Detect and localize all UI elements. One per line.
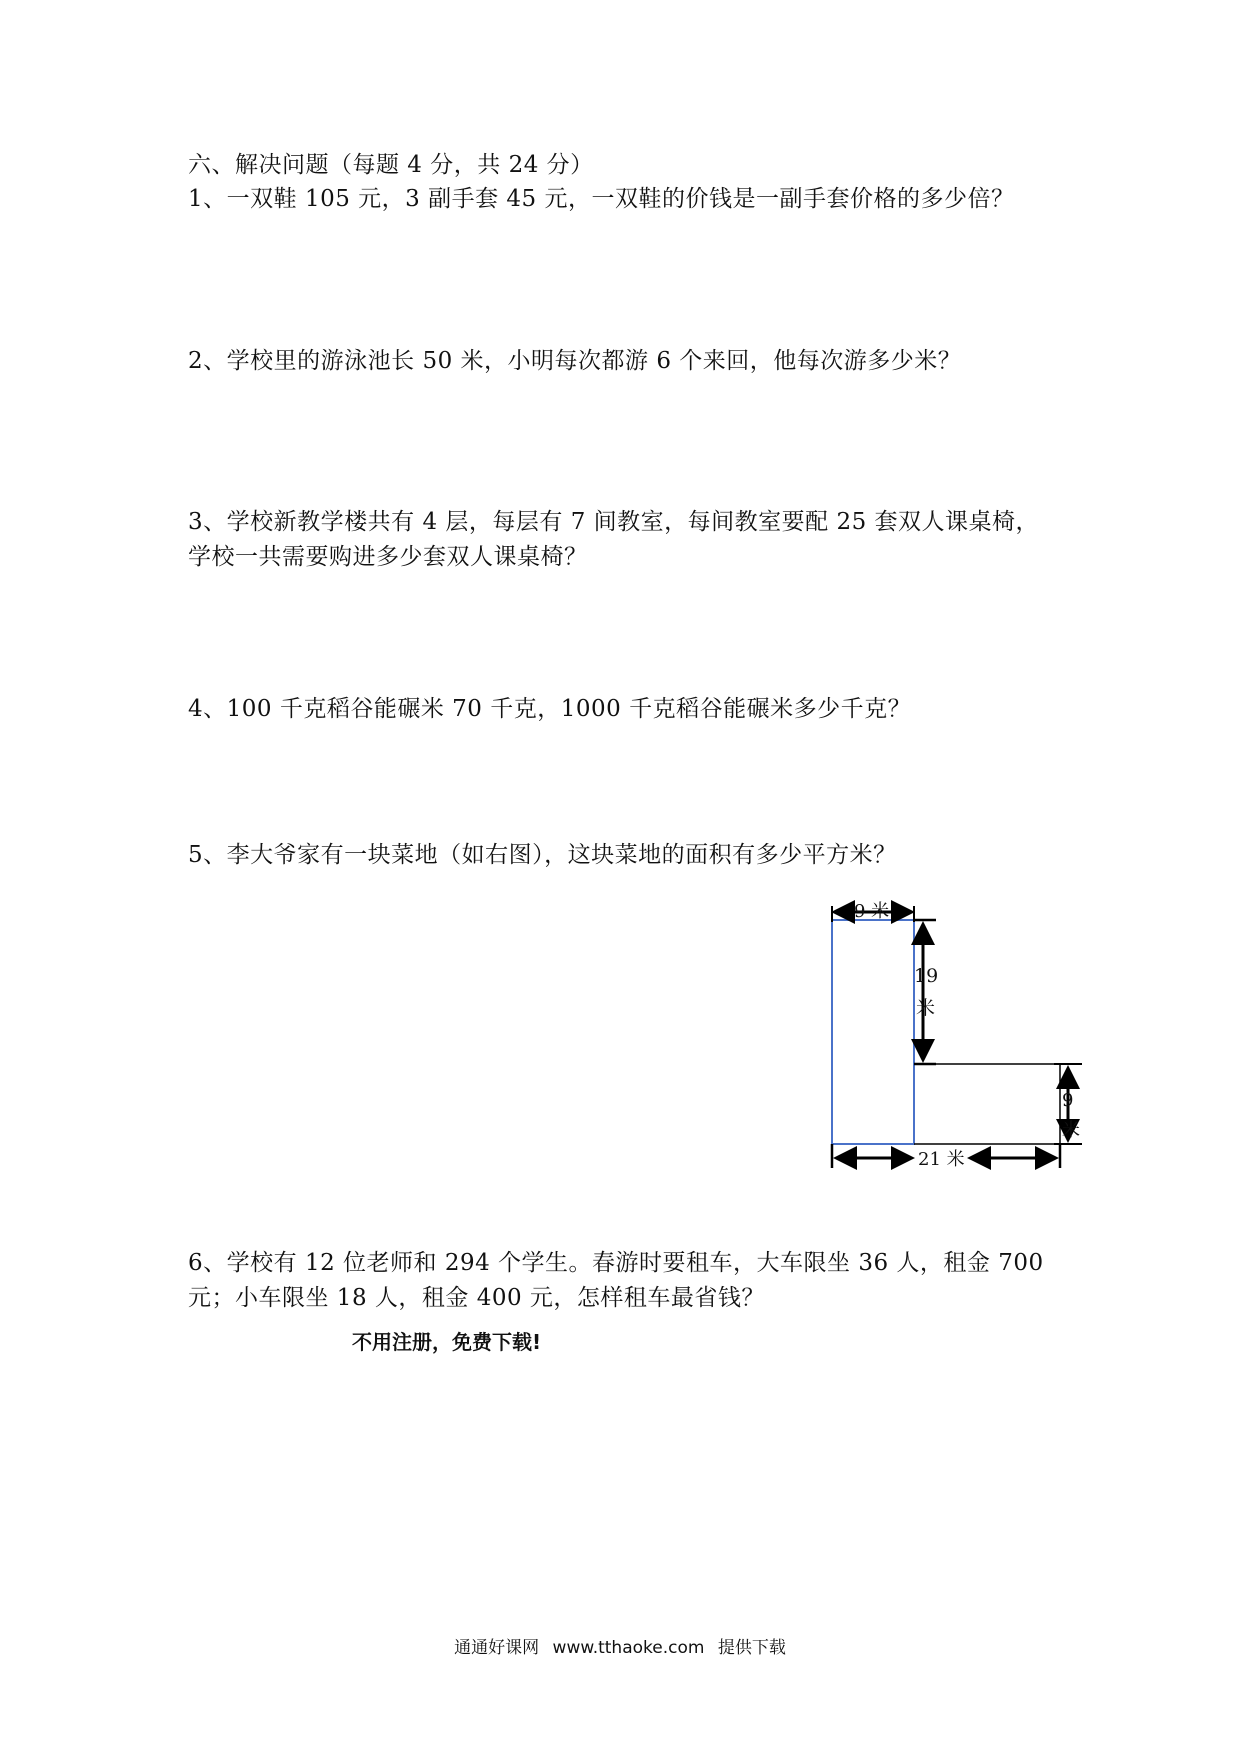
height-label-num: 19	[914, 965, 939, 987]
tall-rectangle	[832, 920, 914, 1144]
question-3-line-2: 学校一共需要购进多少套双人课桌椅？	[188, 544, 588, 570]
download-promo-text: 不用注册，免费下载!	[352, 1330, 542, 1354]
right-height-unit: 米	[1062, 1120, 1080, 1141]
question-1: 1、一双鞋 105 元，3 副手套 45 元，一双鞋的价钱是一副手套价格的多少倍？	[188, 186, 1015, 212]
footer-suffix: 提供下载	[717, 1638, 786, 1658]
section-title: 六、解决问题（每题 4 分，共 24 分）	[188, 152, 594, 178]
question-5: 5、李大爷家有一块菜地（如右图），这块菜地的面积有多少平方米？	[188, 842, 897, 868]
question-4: 4、100 千克稻谷能碾米 70 千克，1000 千克稻谷能碾米多少千克？	[188, 696, 912, 722]
page-footer	[0, 1633, 1240, 1658]
bottom-width-label: 21 米	[918, 1149, 965, 1170]
question-6-line-2: 元；小车限坐 18 人，租金 400 元，怎样租车最省钱？	[188, 1285, 765, 1311]
question-3-line-1: 3、学校新教学楼共有 4 层，每层有 7 间教室，每间教室要配 25 套双人课桌椅，	[188, 509, 1040, 535]
question-6-line-1: 6、学校有 12 位老师和 294 个学生。春游时要租车，大车限坐 36 人，租金 700	[188, 1250, 1044, 1276]
top-width-label: 9 米	[854, 901, 890, 922]
footer-site-name: 通通好课网	[454, 1638, 540, 1658]
height-label-unit: 米	[916, 997, 936, 1019]
short-rectangle	[914, 1064, 1060, 1144]
question-2: 2、学校里的游泳池长 50 米，小明每次都游 6 个来回，他每次游多少米？	[188, 348, 962, 374]
right-height-num: 9	[1062, 1090, 1074, 1111]
footer-url-link[interactable]: www.tthaoke.com	[552, 1638, 705, 1658]
garden-figure	[820, 900, 1100, 1180]
